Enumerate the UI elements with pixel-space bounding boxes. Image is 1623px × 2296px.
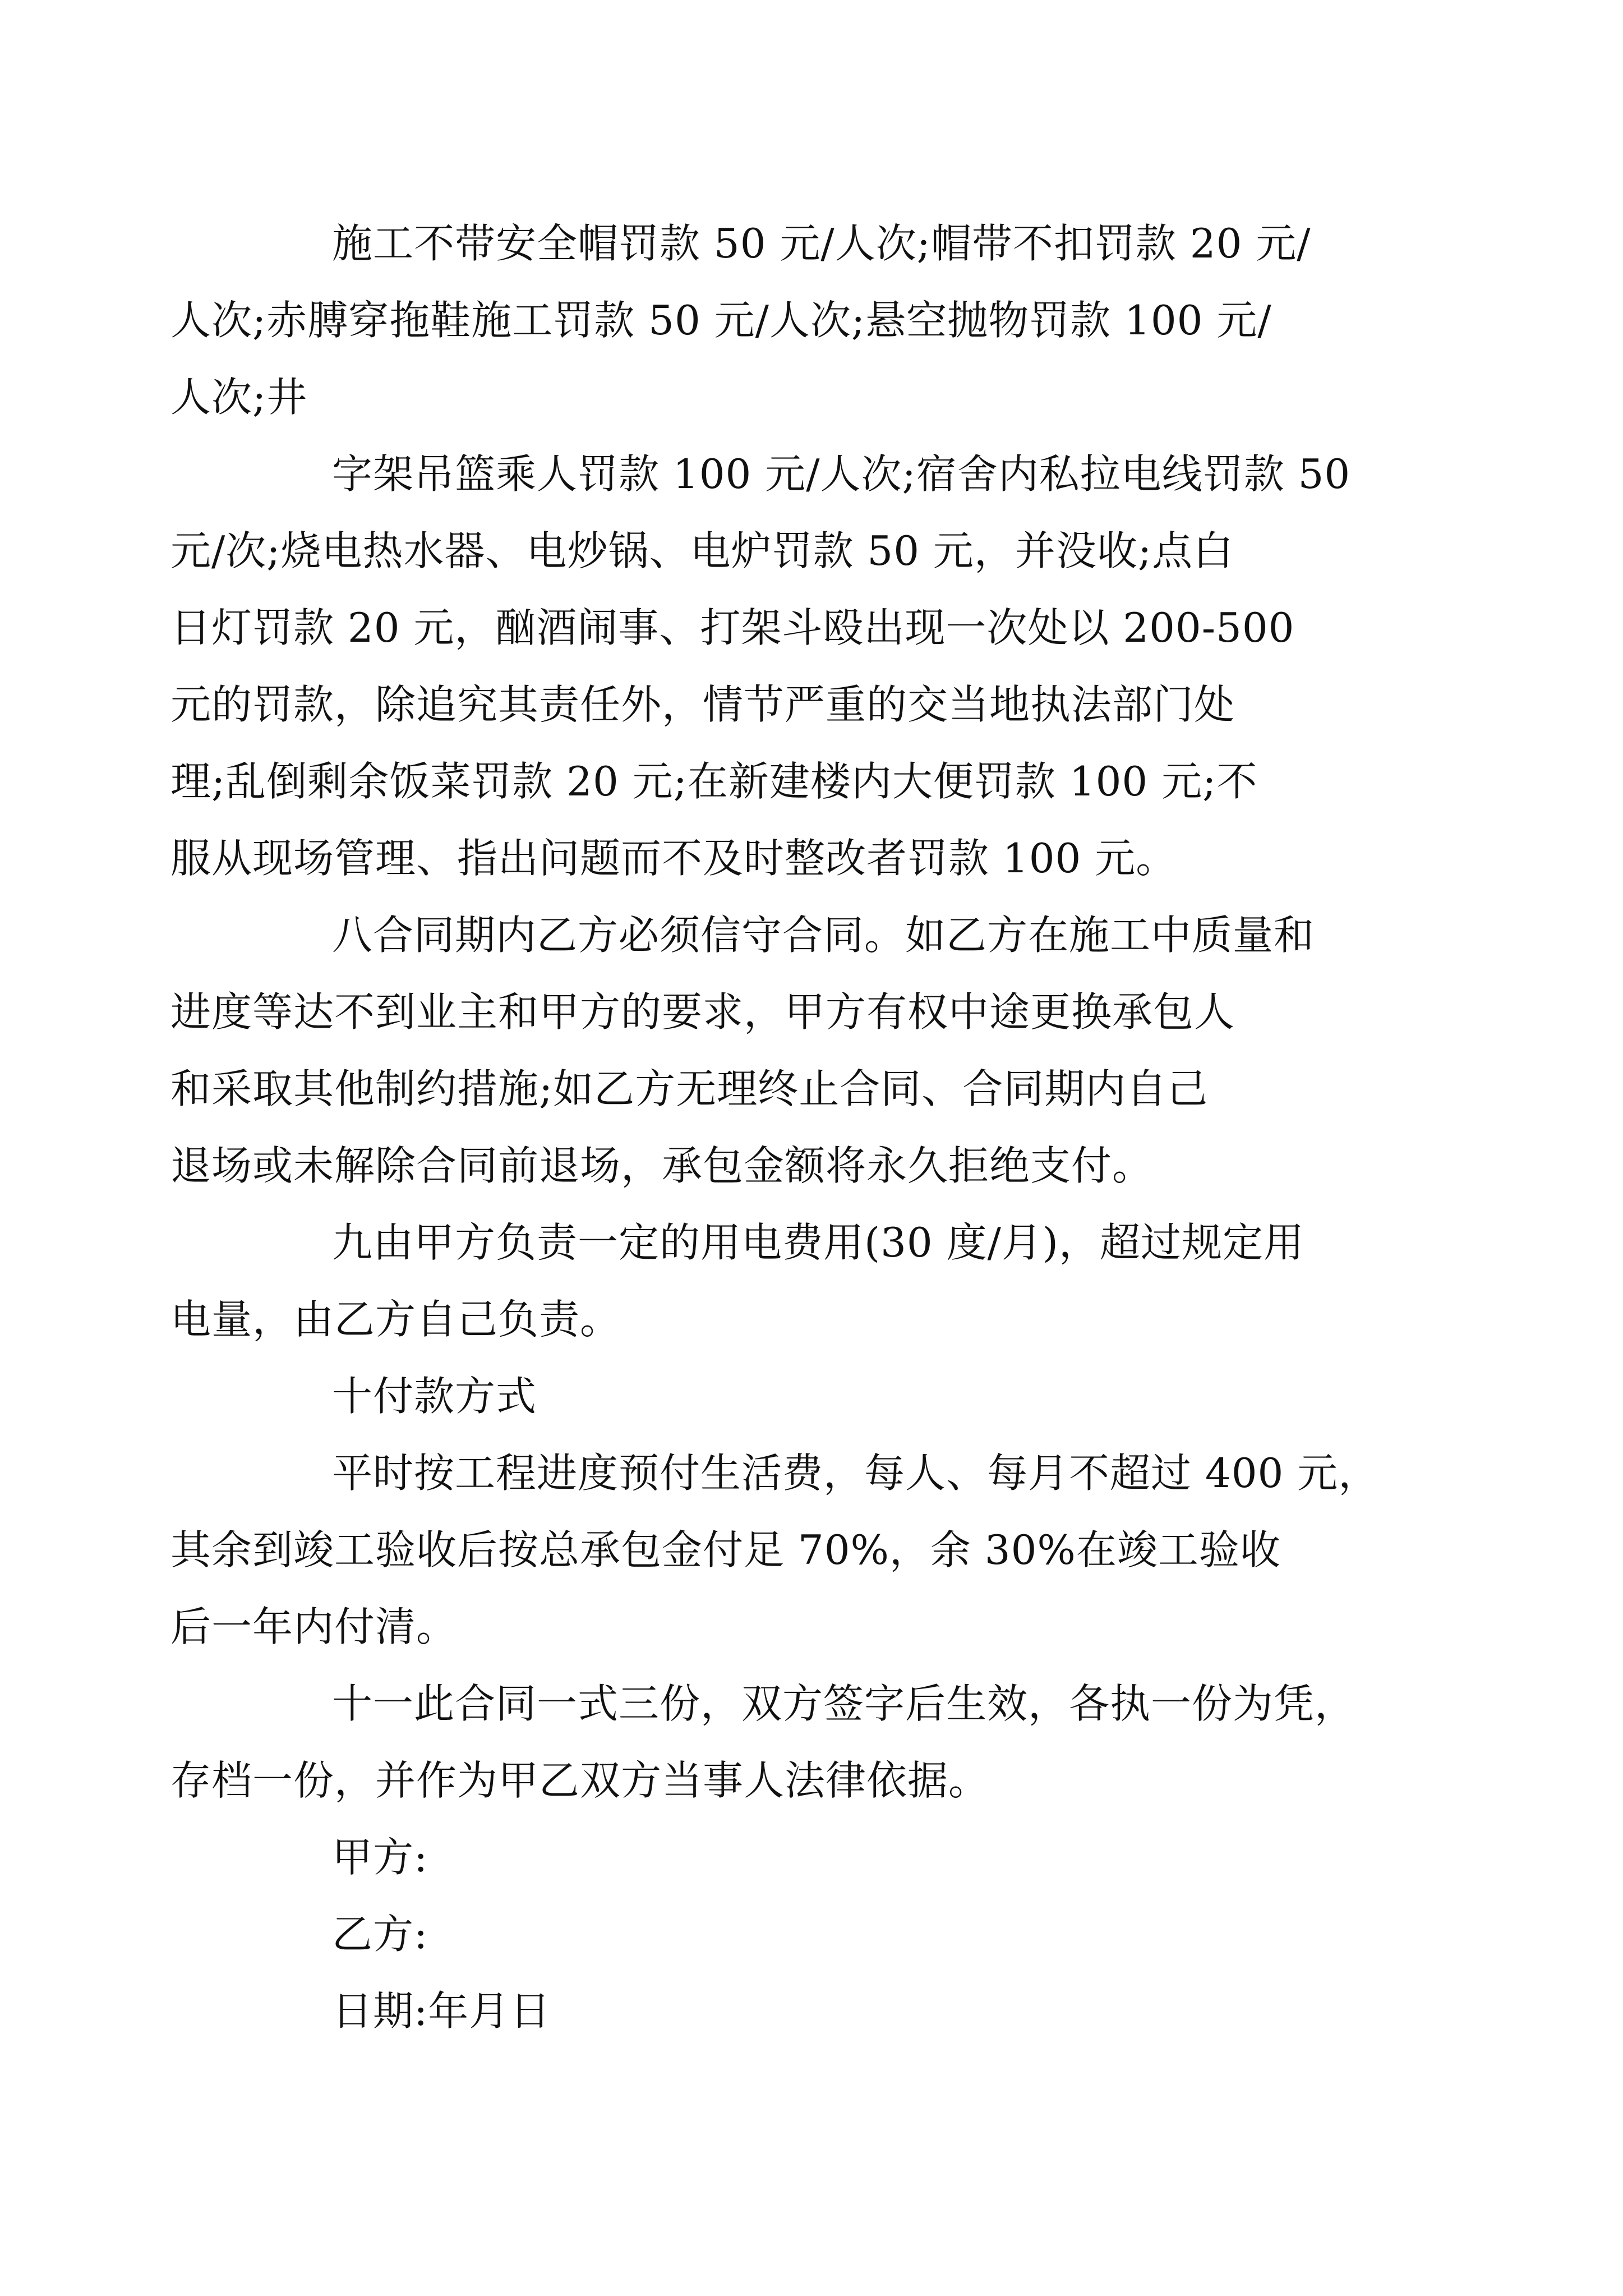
text-line: 理;乱倒剩余饭菜罚款 20 元;在新建楼内大便罚款 100 元;不	[170, 758, 1258, 805]
document-body	[170, 205, 1380, 2050]
text-line: 十付款方式	[332, 1373, 537, 1420]
text-line: 元的罚款，除追究其责任外，情节严重的交当地执法部门处	[170, 681, 1235, 728]
paragraph-penalties-part1	[170, 205, 1380, 436]
text-line: 人次;赤膊穿拖鞋施工罚款 50 元/人次;悬空抛物罚款 100 元/	[170, 297, 1272, 344]
text-line: 服从现场管理、指出问题而不及时整改者罚款 100 元。	[170, 835, 1177, 882]
text-line: 八合同期内乙方必须信守合同。如乙方在施工中质量和	[332, 912, 1315, 959]
paragraph-clause-9	[170, 1204, 1380, 1358]
text-line: 日灯罚款 20 元，酗酒闹事、打架斗殴出现一次处以 200-500	[170, 604, 1295, 651]
text-line: 十一此合同一式三份，双方签字后生效，各执一份为凭，	[332, 1680, 1356, 1727]
paragraph-clause-8	[170, 897, 1380, 1204]
text-line: 字架吊篮乘人罚款 100 元/人次;宿舍内私拉电线罚款 50	[332, 450, 1351, 498]
paragraph-penalties-part2	[170, 436, 1380, 897]
text-line: 平时按工程进度预付生活费，每人、每月不超过 400 元，	[332, 1450, 1380, 1497]
paragraph-payment-terms	[170, 1435, 1380, 1665]
signature-date: 日期:年月日	[332, 1987, 551, 2035]
text-line: 元/次;烧电热水器、电炒锅、电炉罚款 50 元，并没收;点白	[170, 527, 1234, 574]
text-line: 进度等达不到业主和甲方的要求，甲方有权中途更换承包人	[170, 988, 1235, 1036]
text-line: 退场或未解除合同前退场，承包金额将永久拒绝支付。	[170, 1142, 1154, 1189]
text-line: 其余到竣工验收后按总承包金付足 70%，余 30%在竣工验收	[170, 1526, 1281, 1573]
paragraph-clause-10-heading	[251, 1358, 1380, 1435]
text-line: 九由甲方负责一定的用电费用(30 度/月)，超过规定用	[332, 1219, 1304, 1266]
text-line: 电量，由乙方自己负责。	[170, 1296, 621, 1343]
text-line: 和采取其他制约措施;如乙方无理终止合同、合同期内自己	[170, 1065, 1209, 1112]
text-line: 存档一份，并作为甲乙双方当事人法律依据。	[170, 1757, 990, 1804]
text-line: 后一年内付清。	[170, 1603, 458, 1650]
signature-party-a: 甲方:	[332, 1834, 428, 1881]
text-line: 人次;井	[170, 374, 308, 421]
paragraph-clause-11	[170, 1665, 1380, 1819]
signature-party-b: 乙方:	[332, 1911, 428, 1958]
text-line: 施工不带安全帽罚款 50 元/人次;帽带不扣罚款 20 元/	[332, 220, 1311, 267]
